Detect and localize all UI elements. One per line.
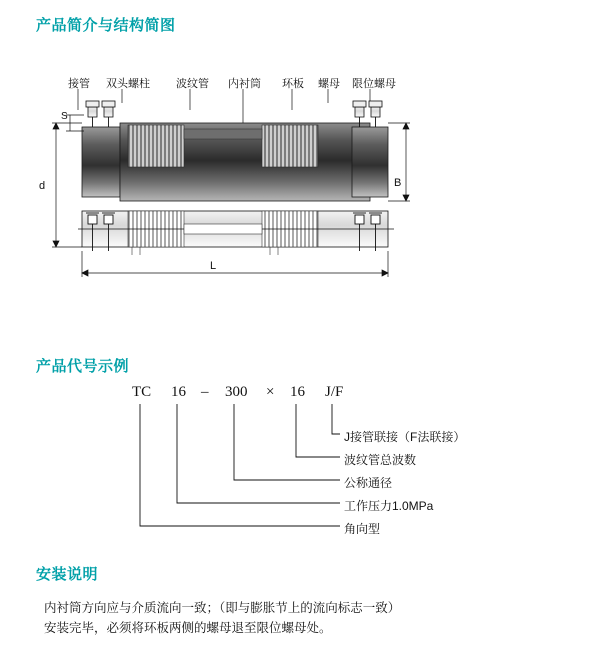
code-desc-waves: 波纹管总波数 xyxy=(344,453,417,467)
section-title-install: 安装说明 xyxy=(36,566,99,583)
section-title-structure: 产品简介与结构简图 xyxy=(36,17,176,34)
callout-label-double-stud: 双头螺柱 xyxy=(106,78,150,90)
expansion-joint-drawing-svg xyxy=(0,55,600,290)
code-desc-joint: J接管联接（F法联接） xyxy=(344,430,466,444)
code-token-pressure: 16 xyxy=(171,384,186,400)
code-token-joint: J/F xyxy=(325,384,344,400)
code-token-dash: – xyxy=(201,384,209,400)
code-desc-type: 角向型 xyxy=(344,522,381,536)
product-code-diagram xyxy=(0,378,600,548)
dimension-label-d: d xyxy=(39,180,46,192)
install-line-1: 内衬筒方向应与介质流向一致；（即与膨胀节上的流向标志一致） xyxy=(44,601,401,615)
section-title-code: 产品代号示例 xyxy=(36,358,130,375)
code-token-diameter: 300 xyxy=(225,384,248,400)
structure-diagram xyxy=(0,55,600,290)
code-desc-diameter: 公称通径 xyxy=(344,476,393,490)
code-token-type: TC xyxy=(132,384,152,400)
callout-label-limit-nut: 限位螺母 xyxy=(352,78,396,90)
callout-label-ring-plate: 环板 xyxy=(282,78,304,90)
dimension-label-s: S xyxy=(61,111,68,122)
dimension-label-b: B xyxy=(394,177,402,189)
callout-label-bellows: 波纹管 xyxy=(176,78,209,90)
code-token-waves: 16 xyxy=(290,384,305,400)
install-line-2: 安装完毕，必须将环板两侧的螺母退至限位螺母处。 xyxy=(44,621,332,635)
dimension-label-l: L xyxy=(210,260,217,272)
callout-label-liner: 内衬筒 xyxy=(228,78,261,90)
code-token-times: × xyxy=(266,384,275,400)
callout-label-nozzle: 接管 xyxy=(68,78,90,90)
code-desc-pressure: 工作压力1.0MPa xyxy=(344,499,434,513)
product-code-leader-lines xyxy=(0,378,600,548)
installation-instructions xyxy=(44,598,564,638)
callout-label-nut: 螺母 xyxy=(318,78,340,90)
